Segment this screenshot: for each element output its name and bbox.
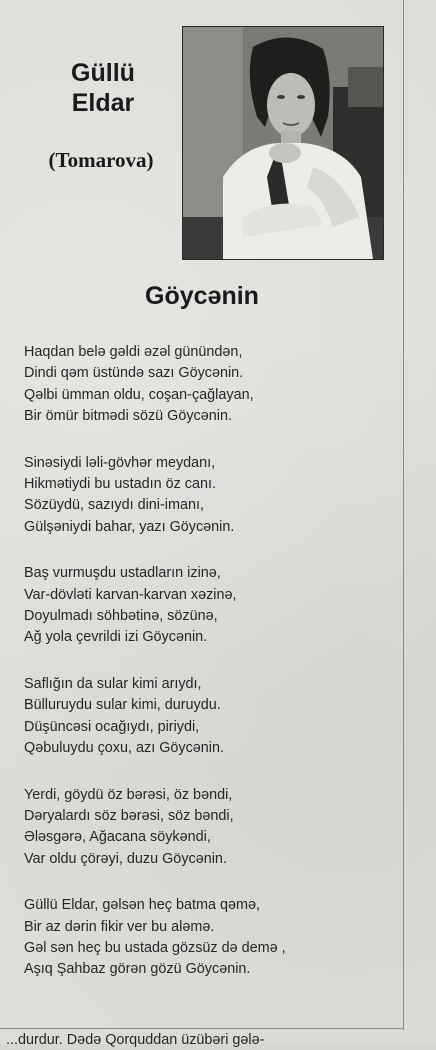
- poem-line: Dəryalardı söz bərəsi, söz bəndi,: [24, 807, 234, 824]
- poem-line: Qəbuluydu çoxu, azı Göycənin.: [24, 740, 224, 757]
- poem-line: Aşıq Şahbaz görən gözü Göycənin.: [24, 961, 251, 978]
- poem-stanza: [24, 453, 396, 539]
- author-name: [30, 58, 176, 118]
- poem-stanza: [24, 342, 396, 428]
- poem-line: Saflığın da sular kimi arıydı,: [24, 675, 202, 692]
- poem-line: Doyulmadı söhbətinə, sözünə,: [24, 608, 218, 625]
- poem-stanza: [24, 563, 396, 649]
- author-last-name: Eldar: [71, 89, 135, 117]
- poem-line: Baş vurmuşdu ustadların izinə,: [24, 565, 221, 582]
- poem-line: Sözüydü, sazıydı dini-imanı,: [24, 497, 204, 514]
- poem-line: Yerdi, göydü öz bərəsi, öz bəndi,: [24, 786, 233, 803]
- poem-line: Gəl sən heç bu ustada gözsüz də demə ,: [24, 939, 286, 956]
- poem-title: Göycənin: [145, 282, 259, 310]
- poem-line: Ağ yola çevrildi izi Göycənin.: [24, 629, 208, 646]
- poem-line: Güllü Eldar, gəlsən heç batma qəmə,: [24, 897, 260, 914]
- poem-line: Qəlbi ümman oldu, coşan-çağlayan,: [24, 386, 254, 403]
- poem-stanza: [24, 785, 396, 871]
- poem-line: Var-dövləti karvan-karvan xəzinə,: [24, 586, 237, 603]
- cutoff-next-article-text: ...durdur. Dədə Qorquddan üzübəri gələ-: [6, 1032, 265, 1048]
- portrait-image: [183, 27, 383, 259]
- poem-line: Haqdan belə gəldi əzəl günündən,: [24, 344, 243, 360]
- author-maiden-name: (Tomarova): [48, 148, 154, 172]
- poem-line: Düşüncəsi ocağıydı, piriydi,: [24, 718, 200, 735]
- column-divider: [403, 0, 404, 1030]
- poem-line: Gülşəniydi bahar, yazı Göycənin.: [24, 518, 235, 535]
- section-divider: [0, 1028, 404, 1029]
- author-first-name: Güllü: [71, 59, 135, 87]
- poem-line: Var oldu çörəyi, duzu Göycənin.: [24, 850, 227, 867]
- poem-line: Bülluruydu sular kimi, duruydu.: [24, 697, 221, 714]
- poem-stanza: [24, 674, 396, 760]
- poem-line: Ələsgərə, Ağacana söykəndi,: [24, 829, 211, 846]
- poem-line: Bir ömür bitmədi sözü Göycənin.: [24, 408, 232, 425]
- poem-stanza: [24, 895, 396, 981]
- poem-body: [24, 342, 396, 1006]
- poem-line: Hikmətiydi bu ustadın öz canı.: [24, 476, 216, 493]
- poem-line: Sinəsiydi ləli-gövhər meydanı,: [24, 454, 216, 471]
- poem-line: Bir az dərin fikir ver bu aləmə.: [24, 918, 215, 935]
- poem-line: Dindi qəm üstündə sazı Göycənin.: [24, 365, 244, 382]
- author-portrait-photo: [182, 26, 384, 260]
